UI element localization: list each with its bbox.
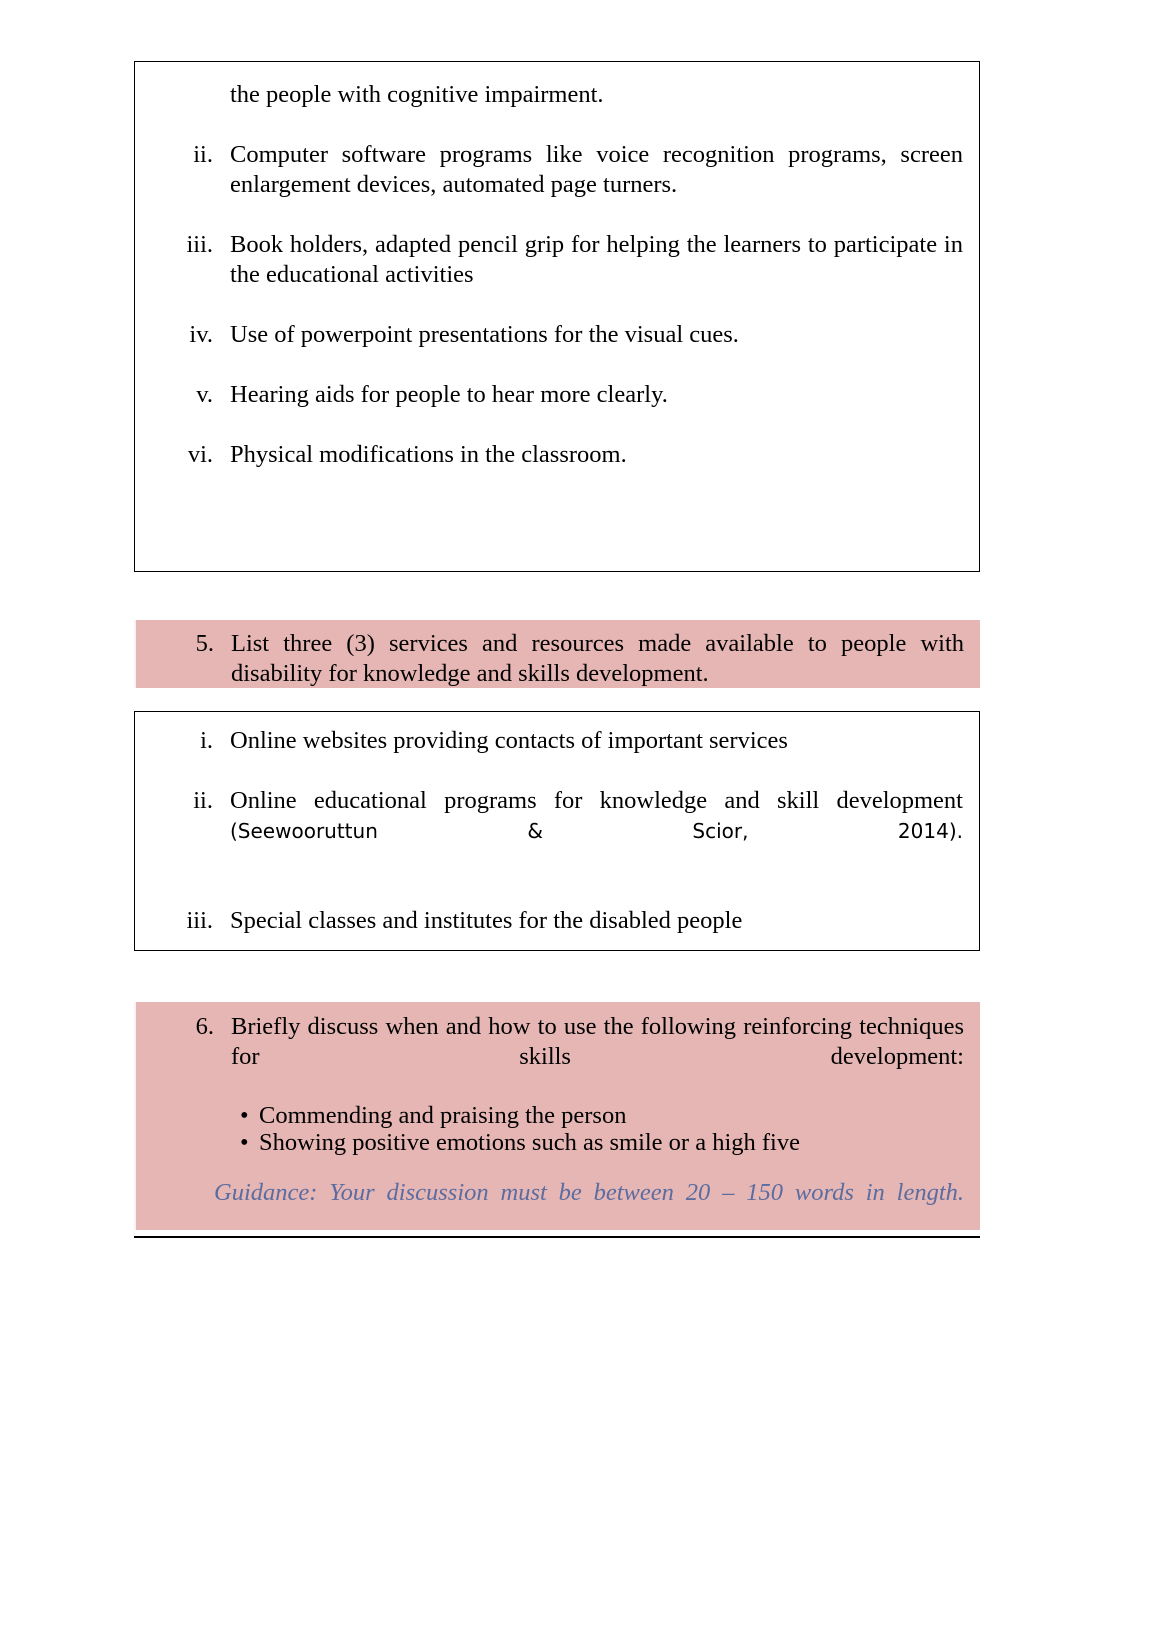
- question-6-band: [134, 1002, 980, 1230]
- answer-item-iii: [151, 230, 963, 290]
- list-marker-iii: iii.: [186, 231, 213, 258]
- answer-item-ii: [151, 140, 963, 200]
- row-spacer: [151, 410, 963, 440]
- answer-text-v: Hearing aids for people to hear more clearly.: [230, 381, 668, 408]
- row-spacer: [151, 110, 963, 140]
- question-5-text: List three (3) services and resources made available to people with disability for knowledge and skills development.: [231, 630, 964, 687]
- answer-item-vi: [151, 440, 963, 470]
- answer-item-v: [151, 380, 963, 410]
- list-marker-ii: ii.: [193, 141, 213, 168]
- list-marker-v: v.: [196, 381, 213, 408]
- page-footer-rule: [134, 1236, 980, 1238]
- answer5-citation-ii: (Seewooruttun & Scior, 2014).: [230, 819, 963, 843]
- question-6-bullet-1: [214, 1102, 964, 1129]
- list-marker-i: i.: [200, 727, 213, 754]
- question-5-band: [134, 620, 980, 688]
- list-marker-ii: ii.: [193, 787, 213, 814]
- answer5-text-iii: Special classes and institutes for the disabled people: [230, 907, 743, 934]
- row-spacer: [151, 876, 963, 906]
- answer5-item-ii: [151, 786, 963, 876]
- question-6-bullet-2-label: Showing positive emotions such as smile or a high five: [259, 1129, 800, 1156]
- bullet-dot-icon: •: [240, 1102, 249, 1129]
- answer5-item-iii: [151, 906, 963, 936]
- question-6-bullet-list: [214, 1102, 964, 1156]
- answer-text-iv: Use of powerpoint presentations for the visual cues.: [230, 321, 739, 348]
- bullet-dot-icon: •: [240, 1129, 249, 1156]
- row-spacer: [151, 756, 963, 786]
- answer-text-ii: Computer software programs like voice recognition programs, screen enlargement devices, automated page turners.: [230, 141, 963, 198]
- continued-answer-row: [151, 80, 963, 110]
- question-6-guidance: Guidance: Your discussion must be between 20 – 150 words in length.: [214, 1179, 964, 1206]
- continued-answer-text: the people with cognitive impairment.: [230, 81, 604, 108]
- list-marker-vi: vi.: [187, 441, 213, 468]
- list-marker-iii: iii.: [186, 907, 213, 934]
- question-6-bullet-2: [214, 1129, 964, 1156]
- answer5-text-ii-main: Online educational programs for knowledge and skill development: [230, 787, 963, 814]
- question-5-row: [152, 629, 964, 689]
- answer-box-question-5: [134, 711, 980, 951]
- answer-item-iv: [151, 320, 963, 350]
- answer-text-iii: Book holders, adapted pencil grip for helping the learners to participate in the educational activities: [230, 231, 963, 288]
- answer5-text-i: Online websites providing contacts of important services: [230, 727, 788, 754]
- question-6-row: [152, 1012, 964, 1238]
- question-6-number: 6.: [195, 1013, 214, 1040]
- question-6-bullet-1-label: Commending and praising the person: [259, 1102, 627, 1129]
- answer-box-question-4: [134, 61, 980, 572]
- row-spacer: [151, 200, 963, 230]
- answer5-text-ii: [230, 786, 963, 876]
- answer-text-vi: Physical modifications in the classroom.: [230, 441, 627, 468]
- row-spacer: [151, 290, 963, 320]
- question-6-text: Briefly discuss when and how to use the following reinforcing techniques for skills development:: [231, 1013, 964, 1070]
- row-spacer: [151, 350, 963, 380]
- question-5-number: 5.: [195, 630, 214, 657]
- answer5-item-i: [151, 726, 963, 756]
- list-marker-iv: iv.: [189, 321, 213, 348]
